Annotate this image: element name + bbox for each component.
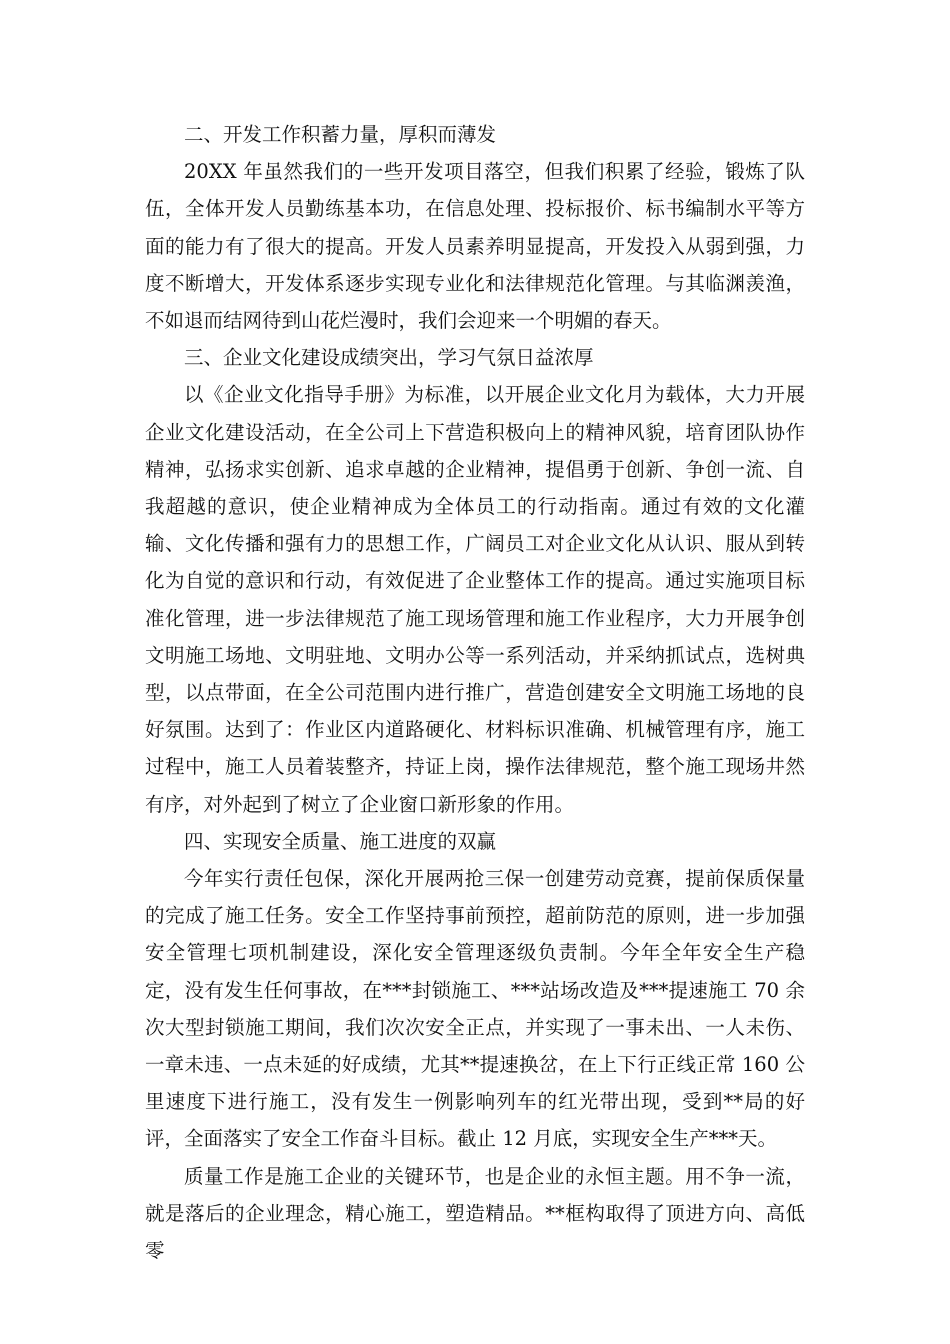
section-heading-culture: 三、企业文化建设成绩突出，学习气氛日益浓厚 [184, 346, 594, 370]
section-heading-safety-quality: 四、实现安全质量、施工进度的双赢 [184, 829, 497, 853]
document-body [145, 116, 805, 1269]
paragraph-safety: 今年实行责任包保，深化开展两抢三保一创建劳动竞赛，提前保质保量的完成了施工任务。安全工作坚持事前预控，超前防范的原则，进一步加强安全管理七项机制建设，深化安全管理逐级负责制。今年全年安全生产稳定，没有发生任何事故，在***封锁施工、***站场改造及***提速施工 70 余次大型封锁施工期间，我们次次安全正点，并实现了一事未出、一人未伤、一章未违、一点未延的好成绩，尤其**提速换岔，在上下行正线正常 160 公里速度下进行施工，没有发生一例影响列车的红光带出现，受到**局的好评，全面落实了安全工作奋斗目标。截止 12 月底，实现安全生产***天。 [145, 867, 805, 1151]
paragraph-culture: 以《企业文化指导手册》为标准，以开展企业文化月为载体，大力开展企业文化建设活动，在全公司上下营造积极向上的精神风貌，培育团队协作精神，弘扬求实创新、追求卓越的企业精神，提倡勇于创新、争创一流、自我超越的意识，使企业精神成为全体员工的行动指南。通过有效的文化灌输、文化传播和强有力的思想工作，广阔员工对企业文化从认识、服从到转化为自觉的意识和行动，有效促进了企业整体工作的提高。通过实施项目标准化管理，进一步法律规范了施工现场管理和施工作业程序，大力开展争创文明施工场地、文明驻地、文明办公等一系列活动，并采纳抓试点，选树典型，以点带面，在全公司范围内进行推广，营造创建安全文明施工场地的良好氛围。达到了：作业区内道路硬化、材料标识准确、机械管理有序，施工过程中，施工人员着装整齐，持证上岗，操作法律规范，整个施工现场井然有序，对外起到了树立了企业窗口新形象的作用。 [145, 383, 805, 816]
paragraph-quality: 质量工作是施工企业的关键环节，也是企业的永恒主题。用不争一流，就是落后的企业理念，精心施工，塑造精品。**框构取得了顶进方向、高低零 [145, 1164, 805, 1263]
section-heading-development: 二、开发工作积蓄力量，厚积而薄发 [184, 123, 497, 146]
paragraph-development: 20XX 年虽然我们的一些开发项目落空，但我们积累了经验，锻炼了队伍，全体开发人员勤练基本功，在信息处理、投标报价、标书编制水平等方面的能力有了很大的提高。开发人员素养明显提高，开发投入从弱到强，力度不断增大，开发体系逐步实现专业化和法律规范化管理。与其临渊羡渔，不如退而结网待到山花烂漫时，我们会迎来一个明媚的春天。 [145, 160, 805, 333]
